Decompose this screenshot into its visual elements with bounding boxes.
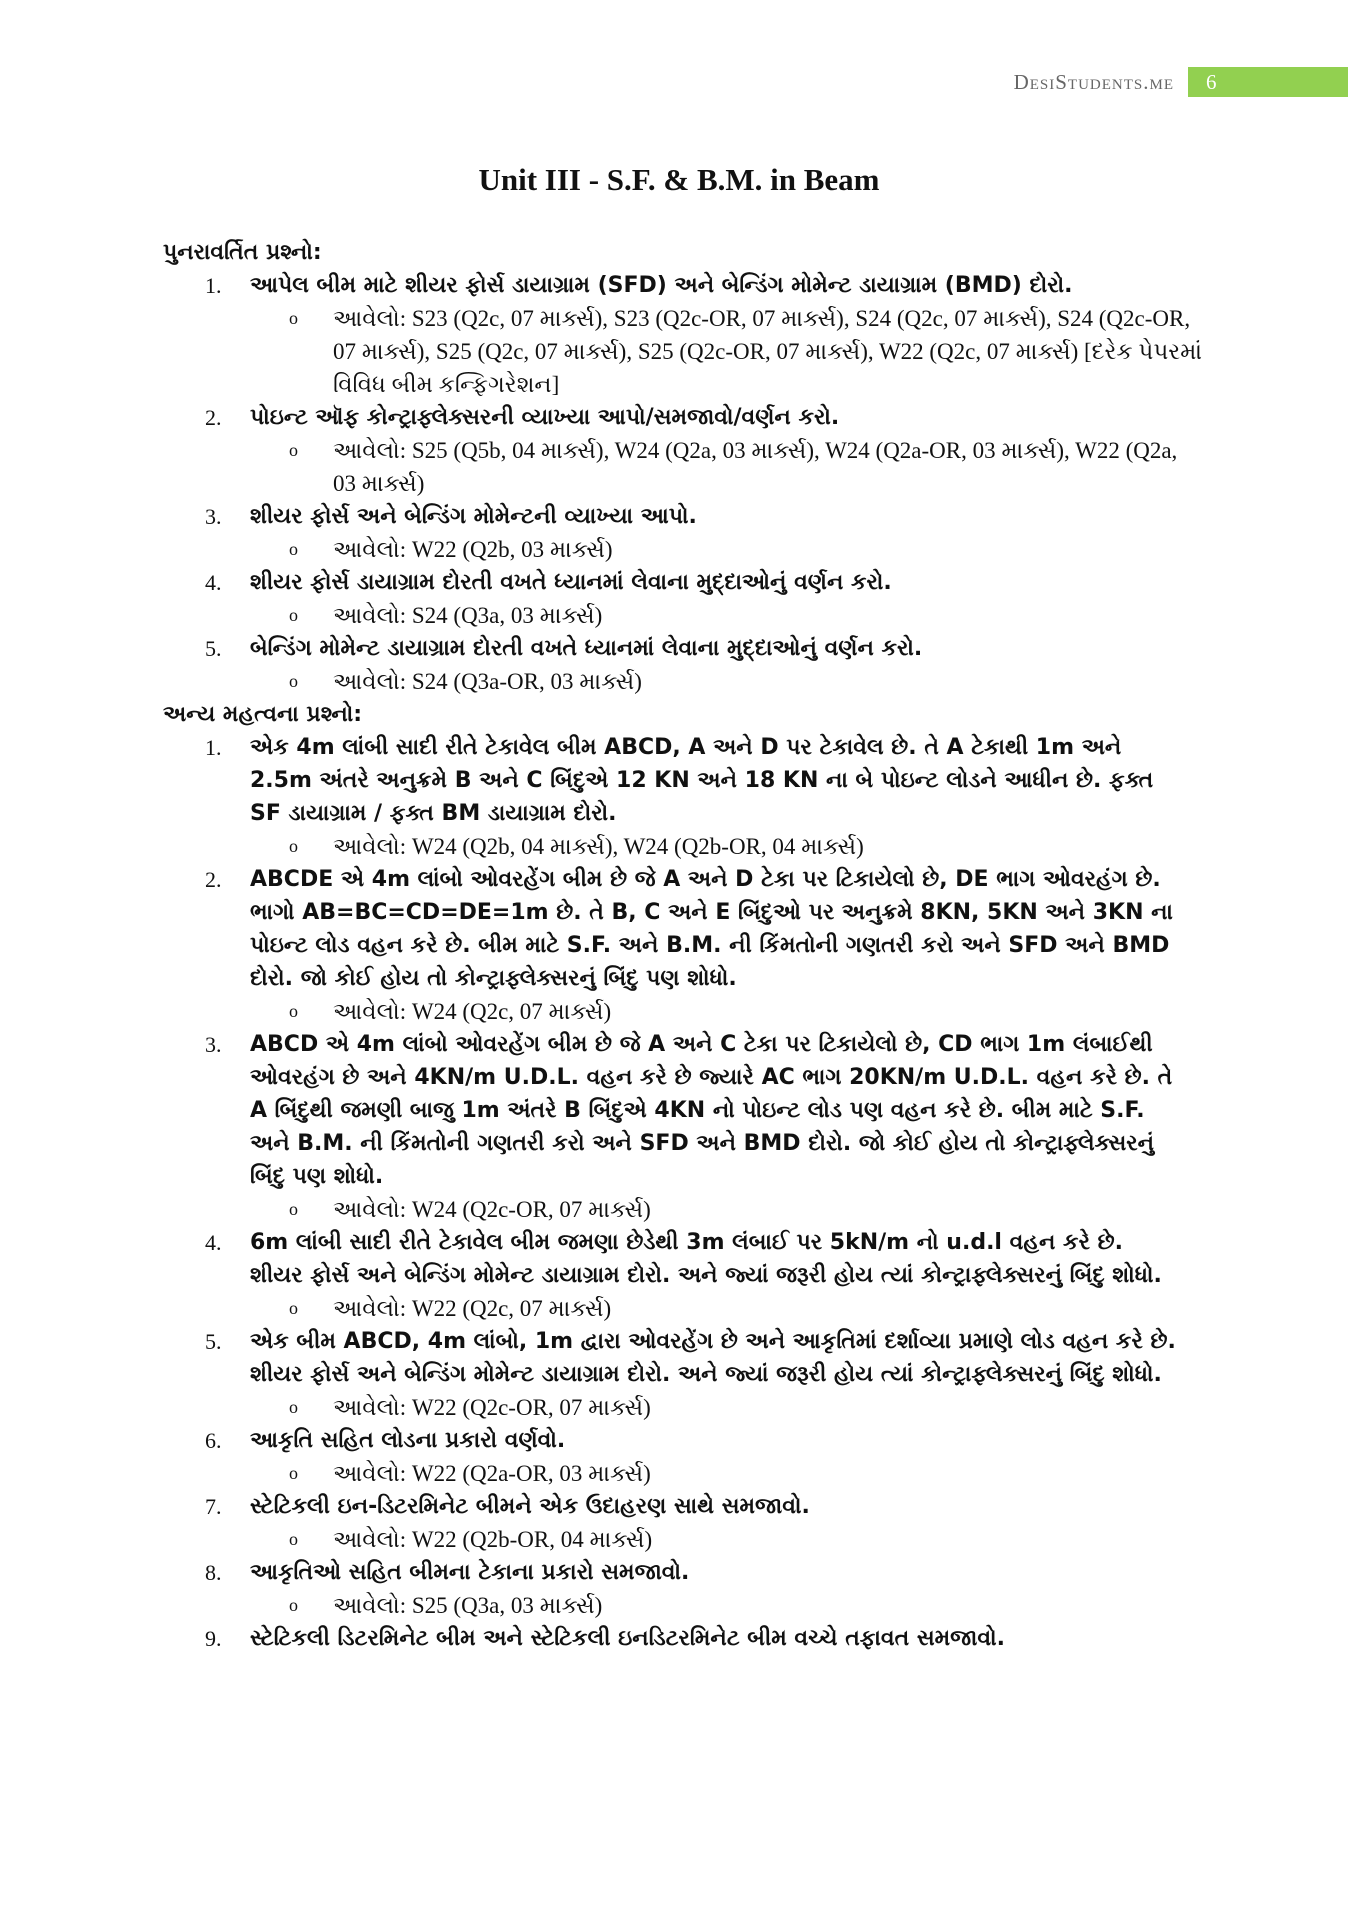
question-text: આપેલ બીમ માટે શીયર ફોર્સ ડાયાગ્રામ (SFD) અને બેન્ડિંગ મોમેન્ટ ડાયાગ્રામ (BMD) દોરો. [250, 273, 1073, 298]
question-number: 1. [205, 735, 222, 760]
question-item [163, 500, 1203, 533]
page-number-badge: 6 [1188, 67, 1348, 97]
question-text: આકૃતિઓ સહિત બીમના ટેકાના પ્રકારો સમજાવો. [250, 1560, 690, 1585]
question-number: 2. [205, 867, 222, 892]
circle-bullet-icon: o [289, 605, 298, 625]
question-number: 9. [205, 1626, 222, 1651]
site-name: DesiStudents.me [1013, 69, 1174, 94]
question-item [163, 632, 1203, 665]
circle-bullet-icon: o [289, 1595, 298, 1615]
question-item [163, 1028, 1203, 1193]
appeared-in-text: આવેલો: W22 (Q2b-OR, 04 માર્ક્સ) [333, 1527, 653, 1552]
question-item [163, 269, 1203, 302]
question-item [163, 863, 1203, 995]
question-text: એક બીમ ABCD, 4m લાંબો, 1m દ્વારા ઓવરહેંગ છે અને આકૃતિમાં દર્શાવ્યા પ્રમાણે લોડ વહન કરે છે. શીયર ફોર્સ અને બેન્ડિંગ મોમેન્ટ ડાયાગ્રામ દોરો. અને જ્યાં જરૂરી હોય ત્યાં કોન્ટ્રાફ્લેક્સરનું બિંદુ શોધો. [250, 1329, 1176, 1387]
question-text: ABCD એ 4m લાંબો ઓવરહેંગ બીમ છે જે A અને C ટેકા પર ટિકાયેલો છે, CD ભાગ 1m લંબાઈથી ઓવરહંગ છે અને 4KN/m U.D.L. વહન કરે છે જ્યારે AC ભાગ 20KN/m U.D.L. વહન કરે છે. તે A બિંદુથી જમણી બાજુ 1m અંતરે B બિંદુએ 4KN નો પોઇન્ટ લોડ પણ વહન કરે છે. બીમ માટે S.F. અને B.M. ની કિંમતોની ગણતરી કરો અને SFD અને BMD દોરો. જો કોઈ હોય તો કોન્ટ્રાફ્લેક્સરનું બિંદુ પણ શોધો. [250, 1032, 1173, 1189]
appeared-in-item [283, 599, 1203, 632]
question-item [163, 401, 1203, 434]
question-item [163, 566, 1203, 599]
appeared-in-item [283, 1391, 1203, 1424]
question-number: 3. [205, 504, 222, 529]
question-item [163, 1226, 1203, 1292]
question-text: 6m લાંબી સાદી રીતે ટેકાવેલ બીમ જમણા છેડેથી 3m લંબાઈ પર 5kN/m નો u.d.l વહન કરે છે. શીયર ફોર્સ અને બેન્ડિંગ મોમેન્ટ ડાયાગ્રામ દોરો. અને જ્યાં જરૂરી હોય ત્યાં કોન્ટ્રાફ્લેક્સરનું બિંદુ શોધો. [250, 1230, 1162, 1288]
circle-bullet-icon: o [289, 836, 298, 856]
question-number: 7. [205, 1494, 222, 1519]
question-number: 4. [205, 570, 222, 595]
circle-bullet-icon: o [289, 1001, 298, 1021]
question-number: 8. [205, 1560, 222, 1585]
section-heading: પુનરાવર્તિત પ્રશ્નો: [163, 240, 322, 265]
question-text: બેન્ડિંગ મોમેન્ટ ડાયાગ્રામ દોરતી વખતે ધ્યાનમાં લેવાના મુદ્દાઓનું વર્ણન કરો. [250, 636, 923, 661]
question-text: એક 4m લાંબી સાદી રીતે ટેકાવેલ બીમ ABCD, A અને D પર ટેકાવેલ છે. તે A ટેકાથી 1m અને 2.5m અંતરે અનુક્રમે B અને C બિંદુએ 12 KN અને 18 KN ના બે પોઇન્ટ લોડને આધીન છે. ફક્ત SF ડાયાગ્રામ / ફક્ત BM ડાયાગ્રામ દોરો. [250, 735, 1154, 826]
section-heading: અન્ય મહત્વના પ્રશ્નો: [163, 702, 363, 727]
question-item [163, 1556, 1203, 1589]
question-item [163, 1424, 1203, 1457]
question-number: 2. [205, 405, 222, 430]
appeared-in-text: આવેલો: W22 (Q2a-OR, 03 માર્ક્સ) [333, 1461, 651, 1486]
question-item [163, 731, 1203, 830]
circle-bullet-icon: o [289, 440, 298, 460]
appeared-in-text: આવેલો: S24 (Q3a, 03 માર્ક્સ) [333, 603, 603, 628]
appeared-in-item [283, 1292, 1203, 1325]
question-number: 5. [205, 1329, 222, 1354]
question-text: પોઇન્ટ ઑફ કોન્ટ્રાફ્લેક્સરની વ્યાખ્યા આપો/સમજાવો/વર્ણન કરો. [250, 405, 840, 430]
appeared-in-item [283, 1523, 1203, 1556]
appeared-in-item [283, 995, 1203, 1028]
appeared-in-text: આવેલો: W24 (Q2c-OR, 07 માર્ક્સ) [333, 1197, 651, 1222]
appeared-in-item [283, 533, 1203, 566]
circle-bullet-icon: o [289, 308, 298, 328]
question-item [163, 1622, 1203, 1655]
appeared-in-text: આવેલો: S23 (Q2c, 07 માર્ક્સ), S23 (Q2c-OR, 07 માર્ક્સ), S24 (Q2c, 07 માર્ક્સ), S24 (Q2c-OR, 07 માર્ક્સ), S25 (Q2c, 07 માર્ક્સ), S25 (Q2c-OR, 07 માર્ક્સ), W22 (Q2c, 07 માર્ક્સ) [દરેક પેપરમાં વિવિધ બીમ કન્ફિગરેશન] [333, 306, 1203, 397]
question-number: 5. [205, 636, 222, 661]
appeared-in-item [283, 1589, 1203, 1622]
circle-bullet-icon: o [289, 1298, 298, 1318]
question-number: 3. [205, 1032, 222, 1057]
appeared-in-text: આવેલો: W22 (Q2b, 03 માર્ક્સ) [333, 537, 613, 562]
question-list [163, 236, 1203, 1655]
appeared-in-text: આવેલો: W22 (Q2c, 07 માર્ક્સ) [333, 1296, 612, 1321]
circle-bullet-icon: o [289, 1199, 298, 1219]
question-item [163, 1490, 1203, 1523]
circle-bullet-icon: o [289, 539, 298, 559]
question-text: સ્ટેટિકલી ડિટરમિનેટ બીમ અને સ્ટેટિકલી ઇનડિટરમિનેટ બીમ વચ્ચે તફાવત સમજાવો. [250, 1626, 1005, 1651]
page-header [1014, 67, 1348, 97]
appeared-in-item [283, 434, 1203, 500]
appeared-in-text: આવેલો: W24 (Q2b, 04 માર્ક્સ), W24 (Q2b-OR, 04 માર્ક્સ) [333, 834, 864, 859]
question-text: સ્ટેટિકલી ઇન-ડિટરમિનેટ બીમને એક ઉદાહરણ સાથે સમજાવો. [250, 1494, 810, 1519]
appeared-in-item [283, 302, 1203, 401]
question-number: 1. [205, 273, 222, 298]
question-number: 6. [205, 1428, 222, 1453]
appeared-in-item [283, 1193, 1203, 1226]
circle-bullet-icon: o [289, 1397, 298, 1417]
appeared-in-item [283, 665, 1203, 698]
appeared-in-text: આવેલો: S25 (Q5b, 04 માર્ક્સ), W24 (Q2a, 03 માર્ક્સ), W24 (Q2a-OR, 03 માર્ક્સ), W22 (Q2a, 03 માર્ક્સ) [333, 438, 1178, 496]
appeared-in-text: આવેલો: W22 (Q2c-OR, 07 માર્ક્સ) [333, 1395, 651, 1420]
circle-bullet-icon: o [289, 1529, 298, 1549]
page-title: Unit III - S.F. & B.M. in Beam [478, 162, 880, 197]
appeared-in-item [283, 1457, 1203, 1490]
question-text: શીયર ફોર્સ અને બેન્ડિંગ મોમેન્ટની વ્યાખ્યા આપો. [250, 504, 697, 529]
question-text: આકૃતિ સહિત લોડના પ્રકારો વર્ણવો. [250, 1428, 566, 1453]
circle-bullet-icon: o [289, 671, 298, 691]
appeared-in-text: આવેલો: S24 (Q3a-OR, 03 માર્ક્સ) [333, 669, 642, 694]
question-item [163, 1325, 1203, 1391]
circle-bullet-icon: o [289, 1463, 298, 1483]
question-text: શીયર ફોર્સ ડાયાગ્રામ દોરતી વખતે ધ્યાનમાં લેવાના મુદ્દાઓનું વર્ણન કરો. [250, 570, 892, 595]
question-number: 4. [205, 1230, 222, 1255]
appeared-in-text: આવેલો: W24 (Q2c, 07 માર્ક્સ) [333, 999, 612, 1024]
question-text: ABCDE એ 4m લાંબો ઓવરહેંગ બીમ છે જે A અને D ટેકા પર ટિકાયેલો છે, DE ભાગ ઓવરહંગ છે. ભાગો AB=BC=CD=DE=1m છે. તે B, C અને E બિંદુઓ પર અનુક્રમે 8KN, 5KN અને 3KN ના પોઇન્ટ લોડ વહન કરે છે. બીમ માટે S.F. અને B.M. ની કિંમતોની ગણતરી કરો અને SFD અને BMD દોરો. જો કોઈ હોય તો કોન્ટ્રાફ્લેક્સરનું બિંદુ પણ શોધો. [250, 867, 1173, 991]
appeared-in-item [283, 830, 1203, 863]
appeared-in-text: આવેલો: S25 (Q3a, 03 માર્ક્સ) [333, 1593, 603, 1618]
